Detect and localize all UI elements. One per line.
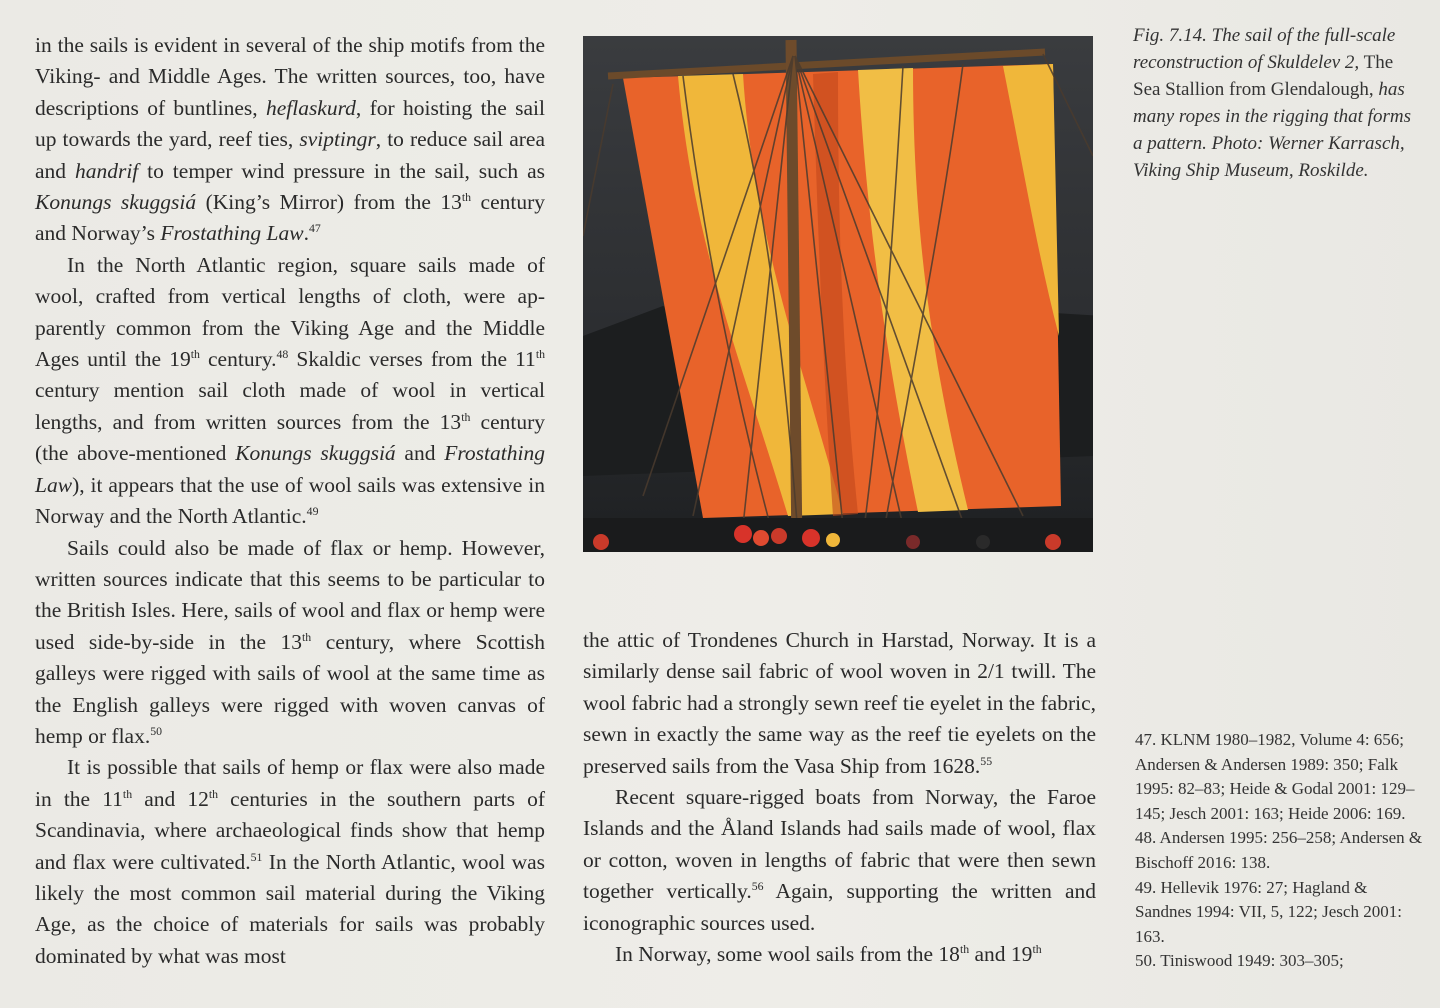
footnote-ref[interactable]: 50 <box>150 723 163 738</box>
text-run: the attic of Trondenes Church in Harstad, Norway. It is a similarly dense sail fabric of wool woven in 2/1 twill. The wool fabric had a strongly sewn reef tie eyelet in the fabric, sewn in exactly the same way as the reef tie eyelets on the preserved sails from the Vasa Ship from 1628. <box>583 628 1096 778</box>
paragraph <box>583 939 1096 970</box>
text-run: In Norway, some wool sails from the 18 <box>615 942 960 967</box>
footnote-ref[interactable]: 48 <box>276 346 289 361</box>
text-run: century mention sail cloth made of wool in vertical lengths, and from written sources from the 13 <box>35 378 545 434</box>
text-run: Skaldic verses from the 11 <box>288 347 536 372</box>
italic-term: Konungs skuggsiá <box>235 441 396 466</box>
figure-caption <box>1133 22 1423 184</box>
text-run: (King’s Mirror) from the 13 <box>196 190 462 215</box>
text-run: In the North Atlantic region, square sails made of wool, crafted from vertical lengths of cloth, were apparently common from the Viking Age and the Middle Ages until the 19 <box>35 252 545 372</box>
text-run: century (the above-mentioned <box>35 409 545 466</box>
text-run: , to reduce sail area and <box>35 127 545 183</box>
ordinal-suffix: th <box>122 786 133 801</box>
ordinal-suffix: th <box>535 346 546 361</box>
sail-photo <box>583 36 1093 552</box>
footnote: 49. Hellevik 1976: 27; Hagland & Sandnes 1994: VII, 5, 122; Jesch 2001: 163. <box>1135 877 1402 946</box>
paragraph <box>35 752 545 972</box>
ordinal-suffix: th <box>1032 941 1042 956</box>
text-run: , for hoisting the sail up towards the yard, reef ties, <box>35 95 546 152</box>
text-run: and 12 <box>132 786 209 811</box>
text-run: to temper wind pressure in the sail, such as <box>138 158 545 183</box>
text-run: centuries in the southern parts of Scandinavia, where archaeological finds show that hemp and flax were cultivated. <box>35 786 545 874</box>
footnote-ref[interactable]: 47 <box>308 221 321 236</box>
text-run: ), it appears that the use of wool sails was extensive in Norway and the North Atlantic. <box>35 472 545 529</box>
paragraph <box>35 30 545 250</box>
footnote-ref[interactable]: 49 <box>306 503 319 518</box>
text-run: in the sails is evident in several of the ship motifs from the Viking- and Middle Ages. The written sources, too, have descriptions of buntlines, <box>35 33 545 120</box>
ordinal-suffix: th <box>190 346 200 361</box>
footnote-ref[interactable]: 55 <box>980 753 993 768</box>
footnote-ref[interactable]: 56 <box>751 879 764 894</box>
caption-italic: has many ropes in the rigging that forms a pattern. Photo: Werner Karrasch, Viking Ship Museum, Roskilde. <box>1133 79 1411 181</box>
text-run: century and Norway’s <box>35 190 545 246</box>
sail-illustration <box>583 36 1093 552</box>
ship-hull <box>583 518 1093 552</box>
middle-text-column <box>583 625 1096 970</box>
footnote-ref[interactable]: 51 <box>250 849 263 864</box>
left-text-column <box>35 30 545 972</box>
ordinal-suffix: th <box>302 629 312 644</box>
paragraph <box>583 782 1096 939</box>
footnote: 48. Andersen 1995: 256–258; Andersen & Bischoff 2016: 138. <box>1135 828 1423 872</box>
footnote: 47. KLNM 1980–1982, Volume 4: 656; Andersen & Andersen 1989: 350; Falk 1995: 82–83; Heide & Godal 2001: 129–145; Jesch 2001: 163; Heide 2006: 169. <box>1135 730 1415 823</box>
text-run: and 19 <box>969 942 1033 967</box>
text-run: Recent square-rigged boats from Norway, the Faroe Islands and the Åland Islands had sails made of wool, flax or cotton, woven in lengths of fabric that were then sewn together vertically. <box>583 785 1096 904</box>
italic-term: Frostathing Law <box>160 221 304 246</box>
italic-term: Frostathing Law <box>35 441 545 497</box>
text-run: Sails could also be made of flax or hemp. However, written sources indicate that this seems to be particular to the British Isles. Here, sails of wool and flax or hemp were used side-by-side in the 13 <box>35 535 545 654</box>
footnotes <box>1135 728 1425 974</box>
mast <box>791 40 797 552</box>
text-run: century. <box>199 347 277 372</box>
text-run: In the North Atlantic, wool was likely the most common sail material during the Viking Age, as the choice of materials for sails was probably dominated by what was most <box>35 849 546 968</box>
caption-italic: Fig. 7.14. The sail of the full-scale reconstruction of Skuldelev 2, <box>1133 25 1396 73</box>
italic-term: sviptingr <box>299 127 376 152</box>
text-run: . <box>303 221 309 246</box>
text-run: and <box>395 441 445 466</box>
italic-term: heflaskurd <box>265 95 356 120</box>
ordinal-suffix: th <box>208 786 219 801</box>
paragraph <box>35 533 545 753</box>
ordinal-suffix: th <box>461 409 471 424</box>
italic-term: handrif <box>74 158 139 183</box>
paragraph <box>35 250 545 533</box>
paragraph <box>583 625 1096 782</box>
italic-term: Konungs skuggsiá <box>35 190 197 215</box>
text-run: Again, supporting the written and iconographic sources used. <box>583 879 1096 935</box>
ordinal-suffix: th <box>959 941 970 956</box>
caption-roman: The Sea Stallion from Glendalough, <box>1133 52 1394 100</box>
text-run: It is possible that sails of hemp or flax were also made in the 11 <box>35 755 545 811</box>
footnote: 50. Tiniswood 1949: 303–305; <box>1135 951 1344 971</box>
text-run: century, where Scottish galleys were rigged with sails of wool at the same time as the English galleys were rigged with woven canvas of hemp or flax. <box>35 629 545 748</box>
ordinal-suffix: th <box>461 189 472 204</box>
